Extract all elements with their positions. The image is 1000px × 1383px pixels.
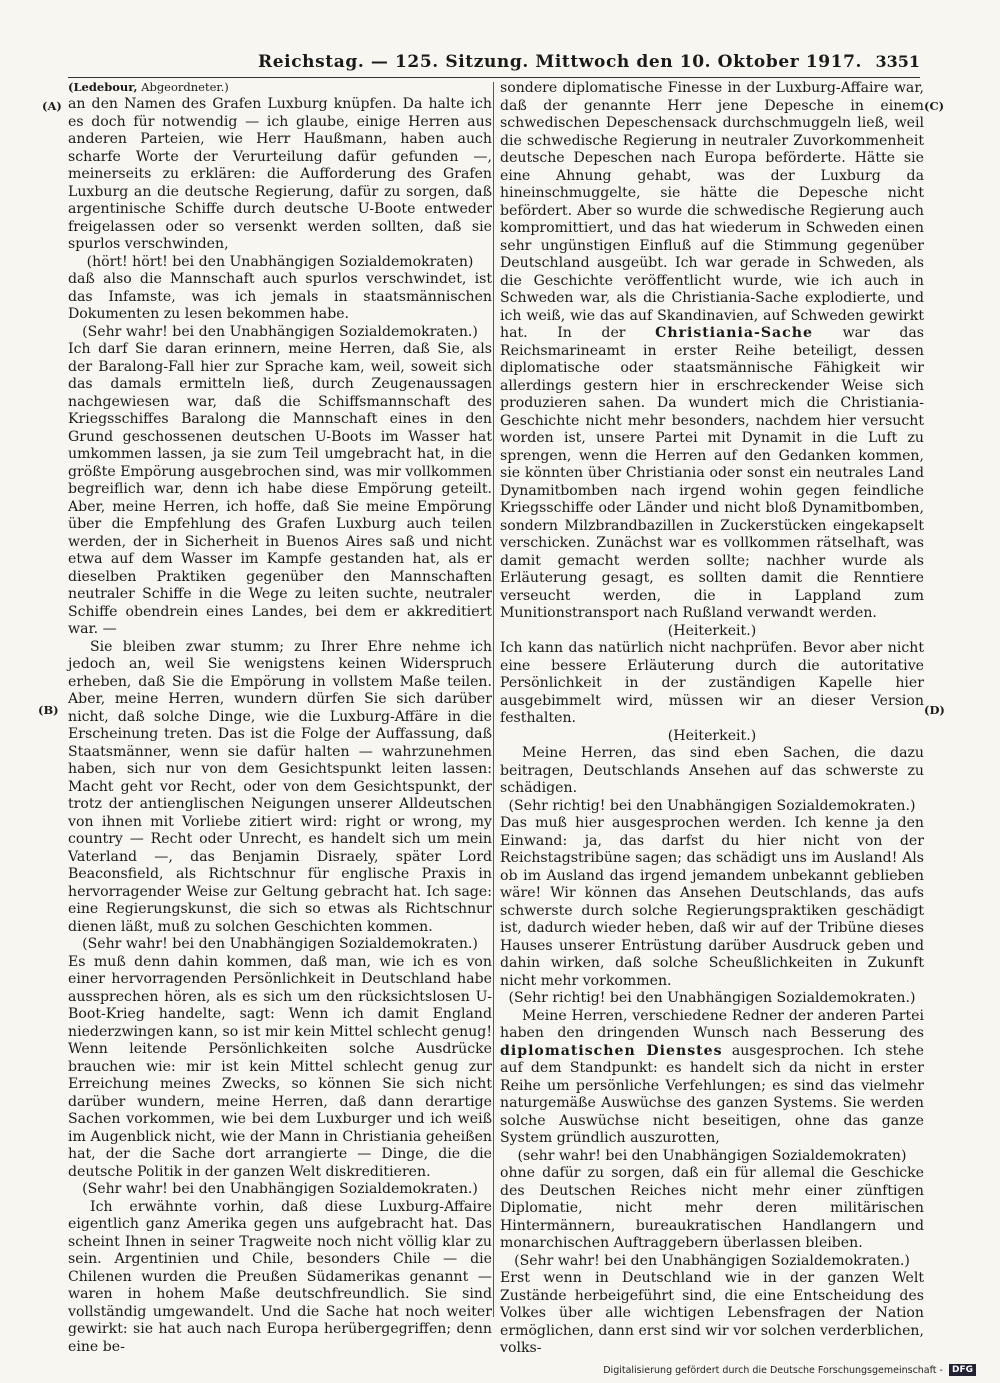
interjection: (Sehr wahr! bei den Unabhängigen Sozialdemokraten.): [82, 936, 478, 952]
paragraph-text: sondere diplomatische Finesse in der Luxburg-Affaire war, daß der genannte Herr jene Depesche in einem schwedischen Depeschensack durchschmuggeln ließ, weil die schwedische Regierung in neutraler Zuvorkommenheit deutsche Depeschen nach Europa beförderte. Hätte sie eine Ahnung gehabt, was der Luxburg da hineinschmuggelte, sie hätte die Depesche nicht befördert. Aber so wurde die schwedische Regierung auch kompromittiert, und das hat wiederum in Schweden einen sehr ungünstigen Einfluß auf die Stimmung gegenüber Deutschland ausgeübt. Ich war gerade in Schweden, als die Geschichte veröffentlicht wurde, wie ich auch in Schweden war, als die Christiania-Sache explodierte, und ich weiß, wie das auf Skandinavien, auf Schweden gewirkt hat. In der: [500, 80, 924, 341]
interjection: (Sehr richtig! bei den Unabhängigen Sozialdemokraten.): [508, 990, 916, 1006]
paragraph: an den Namen des Grafen Luxburg knüpfen. Da halte ich es doch für notwendig — ich glaube, einige Herren aus anderen Parteien, wie Herr Haußmann, haben auch scharfe Worte der Verurteilung dafür gefunden —, meinerseits zu erklären: die Aufforderung des Grafen Luxburg an die deutsche Regierung, dafür zu sorgen, daß argentinische Schiffe durch deutsche U-Boote entweder freigelassen oder so versenkt werden sollten, daß sie spurlos verschwinden,: [68, 96, 492, 252]
paragraph: Es muß denn dahin kommen, daß man, wie ich es von einer hervorragenden Persönlichkeit in Deutschland habe aussprechen hören, als es sich um den rücksichtslosen U-Boot-Krieg handelte, sagt: Wenn ich damit England niederzwingen kann, so ist mir kein Mittel schlecht genug! Wenn leitende Persönlichkeiten solche Ausdrücke brauchen wie: mir ist kein Mittel schlecht genug zur Erreichung meines Zwecks, so können Sie sich nicht darüber wundern, meine Herren, daß dann derartige Sachen vorkommen, wie bei dem Luxburger und ich weiß im Augenblick nicht, wie der Mann in Christiania geheißen hat, der die Sache dort arrangierte — Dinge, die die deutsche Politik in der ganzen Welt diskreditieren.: [68, 953, 492, 1180]
margin-marker-c: (C): [924, 99, 945, 113]
interjection: (Sehr richtig! bei den Unabhängigen Sozialdemokraten.): [508, 797, 916, 814]
margin-marker-d: (D): [924, 703, 945, 717]
column-divider: [493, 82, 494, 1317]
margin-marker-a: (A): [42, 99, 62, 113]
paragraph: Ich darf Sie daran erinnern, meine Herren, daß Sie, als der Baralong-Fall hier zur Sprache kam, weil, soweit sich das damals ermitteln ließ, durch Zeugenaussagen nachgewiesen war, daß die Schiffsmannschaft des Kriegsschiffes Baralong die Mannschaft eines in den Grund geschossenen deutschen U-Boots im Wasser hat umkommen lassen, ja sie zum Teil umgebracht hat, in die größte Empörung ausgebrochen sind, was mir vollkommen begreiflich war, denn ich habe diese Empörung geteilt. Aber, meine Herren, ich hoffe, daß Sie meine Empörung über die Empfehlung des Grafen Luxburg auch teilen werden, der in Sicherheit in Buenos Aires saß und nicht etwa auf dem Wasser im Kampfe gestanden hat, als er dieselben Praktiken gegenüber den Mannschaften neutraler Schiffe in die Wege zu leiten suchte, neutraler Schiffe obendrein eines Landes, bei dem er akkreditiert war. —: [68, 341, 492, 637]
running-title: Reichstag. — 125. Sitzung. Mittwoch den 10. Oktober 1917.: [258, 52, 863, 72]
paragraph-text: ausgesprochen. Ich stehe auf dem Standpunkt: es handelt sich da nicht in erster Reihe um persönliche Verfehlungen; es sind das vielmehr naturgemäße Auswüchse des ganzen Systems. Sie werden solche Auswüchse nicht beseitigen, ohne das ganze System gründlich auszurotten,: [500, 1042, 924, 1146]
footer-credit: [603, 1364, 976, 1376]
paragraph: daß also die Mannschaft auch spurlos verschwindet, ist das Infamste, was ich jemals in staatsmännischen Dokumenten zu lesen bekommen habe.: [68, 271, 492, 322]
interjection: (Heiterkeit.): [667, 622, 757, 639]
running-header: [68, 52, 920, 76]
paragraph: [500, 1008, 924, 1148]
paragraph: Ich kann das natürlich nicht nachprüfen. Bevor aber nicht eine bessere Erläuterung durch die autoritative Persönlichkeit in der zuständigen Kapelle hier ausgebimmelt wird, müssen wir an dieser Version festhalten.: [500, 640, 924, 726]
funding-note: Digitalisierung gefördert durch die Deutsche Forschungsgemeinschaft -: [603, 1364, 943, 1376]
paragraph: Ich erwähnte vorhin, daß diese Luxburg-Affaire eigentlich ganz Amerika gegen uns aufgebracht hat. Das scheint Ihnen in seiner Tragweite noch nicht völlig klar zu sein. Argentinien und Chile, besonders Chile — die Chilenen wurden die Preußen Südamerikas genannt — waren in hohem Maße deutschfreundlich. Sie sind vollständig umgewandelt. Und die Sache hat noch weiter gewirkt: sie hat auch nach Europa herübergegriffen; denn eine be-: [68, 1198, 492, 1355]
paragraph-text: Meine Herren, verschiedene Redner der anderen Partei haben den dringenden Wunsch nach Besserung des: [500, 1007, 924, 1041]
left-column: [68, 80, 492, 1356]
right-column: [500, 80, 924, 1358]
dfg-logo: DFG: [949, 1364, 976, 1376]
speaker-role: Abgeordneter.): [141, 80, 229, 94]
interjection: (Sehr wahr! bei den Unabhängigen Sozialdemokraten.): [82, 323, 478, 340]
emphasis-diplomatic-service: diplomatischen Dienstes: [500, 1042, 723, 1059]
speaker-line: [68, 80, 492, 95]
interjection: (Heiterkeit.): [667, 727, 757, 744]
paragraph: Erst wenn in Deutschland wie in der ganzen Welt Zustände herbeigeführt sind, die eine Entscheidung des Volkes über alle wichtigen Lebensfragen der Nation ermöglichen, dann erst sind wir vor solchen verderblichen, volks-: [500, 1270, 924, 1356]
margin-marker-b: (B): [38, 703, 59, 717]
speaker-name: (Ledebour,: [68, 80, 138, 94]
interjection: (sehr wahr! bei den Unabhängigen Sozialdemokraten): [517, 1147, 907, 1164]
interjection: (Sehr wahr! bei den Unabhängigen Sozialdemokraten.): [514, 1252, 910, 1269]
header-rule: [68, 77, 920, 78]
paragraph-text: war das Reichsmarineamt in erster Reihe beteiligt, dessen diplomatische oder staatsmännische Fähigkeit wir allerdings gestern hier in erschreckender Weise sich produzieren sahen. Da wundert mich die Christiania-Geschichte nicht mehr besonders, nachdem hier versucht worden ist, unsere Partei mit Dynamit in die Luft zu sprengen, wenn die Herren auf den Gedanken kommen, sie könnten über Christiania oder sonst ein neutrales Land Dynamitbomben nach irgend wohin gegen feindliche Kriegsschiffe oder Länder und nicht bloß Dynamitbomben, sondern Milzbrandbazillen in Zuckerstücken eingekapselt verschicken. Zunächst war es vollkommen rätselhaft, was damit gemacht werden sollte; nachher wurde als Erläuterung gesagt, es sollten damit die Renntiere verseucht werden, die in Lappland zum Munitionstransport nach Rußland verwandt werden.: [500, 325, 925, 621]
paragraph: Das muß hier ausgesprochen werden. Ich kenne ja den Einwand: ja, das darfst du hier nicht von der Reichstagstribüne sagen; das schädigt uns im Ausland! Als ob im Ausland das irgend jemandem unbekannt geblieben wäre! Wir können das Ansehen Deutschlands, das aufs schwerste durch solche Regierungspraktiken geschädigt ist, dadurch wieder heben, daß wir auf der Tribüne dieses Hauses unserer Entrüstung darüber Ausdruck geben und dahin wirken, daß solche Scheußlichkeiten in Zukunft nicht mehr vorkommen.: [500, 815, 924, 989]
interjection: (Sehr wahr! bei den Unabhängigen Sozialdemokraten.): [82, 1181, 478, 1197]
page-number: 3351: [875, 52, 920, 71]
paragraph: Meine Herren, das sind eben Sachen, die dazu beitragen, Deutschlands Ansehen auf das schwerste zu schädigen.: [500, 745, 924, 796]
paragraph: [500, 80, 924, 623]
paragraph: Sie bleiben zwar stumm; zu Ihrer Ehre nehme ich jedoch an, weil Sie wenigstens keinen Widerspruch erheben, daß Sie die Empörung in vollstem Maße teilen. Aber, meine Herren, wundern dürfen Sie sich darüber nicht, daß solche Dinge, wie die Luxburg-Affäre in die Erscheinung treten. Das ist die Folge der Auffassung, daß Staatsmänner, wenn sie dafür halten — wahrzunehmen haben, sich nur von dem Gesichtspunkt leiten lassen: Macht geht vor Recht, oder von dem Gesichtspunkt, der trotz der antienglischen Neigungen unserer Alldeutschen von ihnen mit Vorliebe zitiert wird: right or wrong, my country — Recht oder Unrecht, es handelt sich um mein Vaterland —, das Benjamin Disraely, später Lord Beaconsfield, als Richtschnur für englische Praxis in hervorragender Weise zur Geltung gebracht hat. Ich sage: eine Regierungskunst, die sich so etwas als Richtschnur dienen läßt, muß zu solchen Geschichten kommen.: [68, 638, 492, 935]
paragraph: ohne dafür zu sorgen, daß ein für allemal die Geschicke des Deutschen Reiches nicht mehr einer zünftigen Diplomatie, nicht mehr deren militärischen Hintermännern, bureaukratischen Handlangern und monarchischen Auftraggebern überlassen bleiben.: [500, 1165, 924, 1251]
emphasis-christiania: Christiania-Sache: [655, 325, 813, 341]
interjection: (hört! hört! bei den Unabhängigen Sozialdemokraten): [86, 253, 474, 270]
